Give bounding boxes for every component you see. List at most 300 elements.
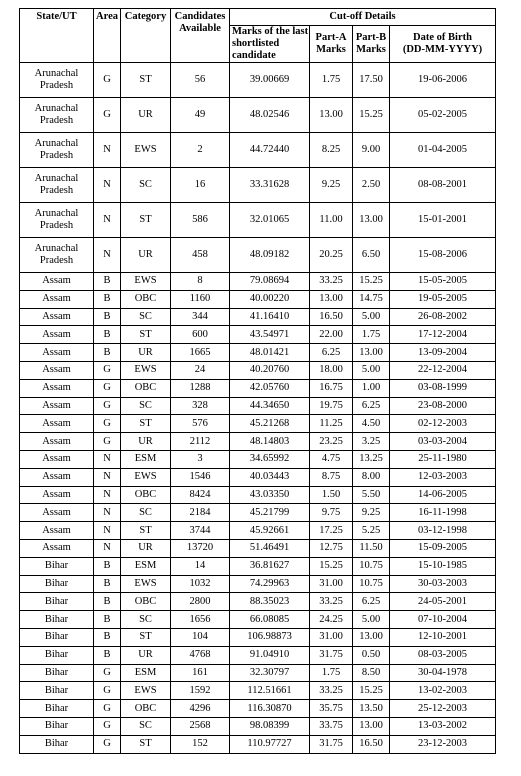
cell-area: N <box>94 539 121 557</box>
cell-marks: 48.01421 <box>230 344 310 362</box>
cell-area: N <box>94 468 121 486</box>
cell-candidates: 1656 <box>171 611 230 629</box>
cell-partb: 10.75 <box>353 557 390 575</box>
cell-state: Assam <box>20 522 94 540</box>
cell-dob: 03-12-1998 <box>390 522 496 540</box>
cell-partb: 8.50 <box>353 664 390 682</box>
cell-marks: 88.35023 <box>230 593 310 611</box>
cell-parta: 18.00 <box>310 361 353 379</box>
cell-candidates: 161 <box>171 664 230 682</box>
cell-area: B <box>94 611 121 629</box>
cell-area: N <box>94 486 121 504</box>
cell-partb: 5.00 <box>353 308 390 326</box>
cell-state: Assam <box>20 468 94 486</box>
cell-state: Bihar <box>20 735 94 753</box>
table-row <box>20 168 496 203</box>
cell-dob: 13-02-2003 <box>390 682 496 700</box>
table-row <box>20 522 496 540</box>
cell-parta: 1.75 <box>310 664 353 682</box>
cell-category: UR <box>121 539 171 557</box>
cell-parta: 33.25 <box>310 682 353 700</box>
cell-dob: 15-08-2006 <box>390 238 496 273</box>
cell-marks: 116.30870 <box>230 700 310 718</box>
cell-category: ESM <box>121 557 171 575</box>
cell-candidates: 56 <box>171 63 230 98</box>
cell-dob: 23-08-2000 <box>390 397 496 415</box>
cell-marks: 41.16410 <box>230 308 310 326</box>
cell-marks: 74.29963 <box>230 575 310 593</box>
cell-parta: 1.50 <box>310 486 353 504</box>
cutoff-table-page <box>19 8 496 754</box>
cell-partb: 16.50 <box>353 735 390 753</box>
cell-marks: 79.08694 <box>230 273 310 291</box>
cell-state: Assam <box>20 361 94 379</box>
cell-state: Arunachal Pradesh <box>20 238 94 273</box>
cell-area: B <box>94 575 121 593</box>
header-candidates: Candidates Available <box>171 9 230 63</box>
cell-marks: 36.81627 <box>230 557 310 575</box>
cell-state: Bihar <box>20 700 94 718</box>
cell-dob: 16-11-1998 <box>390 504 496 522</box>
table-row <box>20 717 496 735</box>
cell-dob: 25-11-1980 <box>390 450 496 468</box>
cutoff-table <box>19 8 496 754</box>
cell-state: Bihar <box>20 593 94 611</box>
cell-partb: 15.25 <box>353 273 390 291</box>
cell-candidates: 2184 <box>171 504 230 522</box>
table-row <box>20 415 496 433</box>
cell-category: SC <box>121 168 171 203</box>
table-row <box>20 98 496 133</box>
cell-parta: 9.75 <box>310 504 353 522</box>
cell-dob: 14-06-2005 <box>390 486 496 504</box>
cell-category: SC <box>121 717 171 735</box>
cell-area: G <box>94 397 121 415</box>
cell-state: Assam <box>20 415 94 433</box>
table-row <box>20 397 496 415</box>
cell-partb: 6.25 <box>353 397 390 415</box>
cell-parta: 16.75 <box>310 379 353 397</box>
table-row <box>20 593 496 611</box>
cell-area: B <box>94 308 121 326</box>
cell-parta: 33.75 <box>310 717 353 735</box>
cell-dob: 23-12-2003 <box>390 735 496 753</box>
cell-parta: 12.75 <box>310 539 353 557</box>
cell-partb: 17.50 <box>353 63 390 98</box>
table-row <box>20 290 496 308</box>
cell-parta: 17.25 <box>310 522 353 540</box>
cell-partb: 6.25 <box>353 593 390 611</box>
cell-state: Bihar <box>20 682 94 700</box>
table-row <box>20 63 496 98</box>
cell-state: Arunachal Pradesh <box>20 168 94 203</box>
cell-marks: 112.51661 <box>230 682 310 700</box>
cell-candidates: 2 <box>171 133 230 168</box>
cell-state: Assam <box>20 344 94 362</box>
table-row <box>20 379 496 397</box>
cell-category: ST <box>121 628 171 646</box>
cell-dob: 02-12-2003 <box>390 415 496 433</box>
cell-category: UR <box>121 646 171 664</box>
cell-area: B <box>94 344 121 362</box>
header-area: Area <box>94 9 121 63</box>
cell-state: Bihar <box>20 628 94 646</box>
cell-state: Bihar <box>20 646 94 664</box>
cell-category: EWS <box>121 682 171 700</box>
cell-state: Assam <box>20 326 94 344</box>
cell-dob: 08-03-2005 <box>390 646 496 664</box>
cell-candidates: 49 <box>171 98 230 133</box>
cell-category: OBC <box>121 593 171 611</box>
cell-category: OBC <box>121 700 171 718</box>
cell-state: Bihar <box>20 664 94 682</box>
cell-marks: 106.98873 <box>230 628 310 646</box>
table-row <box>20 133 496 168</box>
cell-parta: 22.00 <box>310 326 353 344</box>
cell-partb: 13.00 <box>353 717 390 735</box>
cell-dob: 15-05-2005 <box>390 273 496 291</box>
cell-marks: 48.09182 <box>230 238 310 273</box>
cell-category: EWS <box>121 468 171 486</box>
cell-category: UR <box>121 433 171 451</box>
cell-area: B <box>94 646 121 664</box>
cell-candidates: 13720 <box>171 539 230 557</box>
cell-category: UR <box>121 98 171 133</box>
cell-marks: 45.21268 <box>230 415 310 433</box>
cell-marks: 32.01065 <box>230 203 310 238</box>
cell-area: G <box>94 700 121 718</box>
cell-area: N <box>94 522 121 540</box>
cell-dob: 03-03-2004 <box>390 433 496 451</box>
cell-marks: 39.00669 <box>230 63 310 98</box>
cell-marks: 40.03443 <box>230 468 310 486</box>
cell-area: G <box>94 98 121 133</box>
header-category: Category <box>121 9 171 63</box>
cell-category: ST <box>121 415 171 433</box>
header-cutoff: Cut-off Details <box>230 9 496 26</box>
cell-parta: 16.50 <box>310 308 353 326</box>
cell-partb: 5.00 <box>353 611 390 629</box>
cell-category: ESM <box>121 450 171 468</box>
table-row <box>20 326 496 344</box>
cell-state: Assam <box>20 397 94 415</box>
cell-partb: 10.75 <box>353 575 390 593</box>
cell-partb: 5.00 <box>353 361 390 379</box>
cell-area: G <box>94 415 121 433</box>
header-row-top <box>20 9 496 26</box>
cell-candidates: 458 <box>171 238 230 273</box>
cell-category: OBC <box>121 290 171 308</box>
cell-category: ST <box>121 522 171 540</box>
cell-dob: 01-04-2005 <box>390 133 496 168</box>
cell-dob: 12-10-2001 <box>390 628 496 646</box>
cell-dob: 19-05-2005 <box>390 290 496 308</box>
table-row <box>20 682 496 700</box>
cell-candidates: 24 <box>171 361 230 379</box>
table-row <box>20 344 496 362</box>
cell-marks: 66.08085 <box>230 611 310 629</box>
cell-candidates: 14 <box>171 557 230 575</box>
cell-marks: 51.46491 <box>230 539 310 557</box>
cell-state: Bihar <box>20 575 94 593</box>
cell-candidates: 586 <box>171 203 230 238</box>
cell-parta: 8.75 <box>310 468 353 486</box>
cell-partb: 3.25 <box>353 433 390 451</box>
cell-category: SC <box>121 397 171 415</box>
cell-marks: 43.03350 <box>230 486 310 504</box>
cell-area: G <box>94 682 121 700</box>
cell-area: G <box>94 433 121 451</box>
cell-dob: 15-10-1985 <box>390 557 496 575</box>
cell-parta: 31.00 <box>310 575 353 593</box>
cell-dob: 07-10-2004 <box>390 611 496 629</box>
cell-marks: 44.72440 <box>230 133 310 168</box>
cell-marks: 34.65992 <box>230 450 310 468</box>
cell-marks: 45.21799 <box>230 504 310 522</box>
cell-parta: 8.25 <box>310 133 353 168</box>
cell-category: EWS <box>121 575 171 593</box>
cell-marks: 33.31628 <box>230 168 310 203</box>
cell-partb: 15.25 <box>353 682 390 700</box>
cell-marks: 43.54971 <box>230 326 310 344</box>
table-row <box>20 611 496 629</box>
table-row <box>20 557 496 575</box>
table-row <box>20 238 496 273</box>
cell-partb: 5.25 <box>353 522 390 540</box>
cell-parta: 15.25 <box>310 557 353 575</box>
table-row <box>20 646 496 664</box>
cell-parta: 20.25 <box>310 238 353 273</box>
cell-category: ST <box>121 203 171 238</box>
cell-candidates: 2112 <box>171 433 230 451</box>
table-row <box>20 486 496 504</box>
cell-area: B <box>94 593 121 611</box>
cell-marks: 45.92661 <box>230 522 310 540</box>
cell-area: N <box>94 238 121 273</box>
cell-candidates: 1665 <box>171 344 230 362</box>
cell-state: Arunachal Pradesh <box>20 63 94 98</box>
cell-parta: 31.75 <box>310 646 353 664</box>
header-parta: Part-A Marks <box>310 26 353 63</box>
cell-state: Bihar <box>20 611 94 629</box>
cell-area: N <box>94 168 121 203</box>
cell-area: N <box>94 203 121 238</box>
cell-partb: 13.00 <box>353 203 390 238</box>
cell-parta: 6.25 <box>310 344 353 362</box>
cell-state: Assam <box>20 308 94 326</box>
cell-dob: 26-08-2002 <box>390 308 496 326</box>
cell-area: N <box>94 133 121 168</box>
cell-marks: 48.02546 <box>230 98 310 133</box>
cell-candidates: 1288 <box>171 379 230 397</box>
cell-dob: 13-03-2002 <box>390 717 496 735</box>
cell-state: Assam <box>20 450 94 468</box>
header-partb: Part-B Marks <box>353 26 390 63</box>
cell-area: B <box>94 290 121 308</box>
cell-candidates: 4768 <box>171 646 230 664</box>
cell-dob: 08-08-2001 <box>390 168 496 203</box>
cell-parta: 24.25 <box>310 611 353 629</box>
cell-marks: 98.08399 <box>230 717 310 735</box>
cell-state: Arunachal Pradesh <box>20 133 94 168</box>
cell-category: EWS <box>121 273 171 291</box>
cell-candidates: 2568 <box>171 717 230 735</box>
cell-parta: 11.00 <box>310 203 353 238</box>
cell-dob: 25-12-2003 <box>390 700 496 718</box>
cell-partb: 8.00 <box>353 468 390 486</box>
cell-area: G <box>94 717 121 735</box>
cell-dob: 19-06-2006 <box>390 63 496 98</box>
table-row <box>20 575 496 593</box>
cell-parta: 23.25 <box>310 433 353 451</box>
cell-area: B <box>94 273 121 291</box>
cell-area: B <box>94 326 121 344</box>
cell-partb: 5.50 <box>353 486 390 504</box>
cell-category: UR <box>121 344 171 362</box>
cell-candidates: 8424 <box>171 486 230 504</box>
cell-candidates: 2800 <box>171 593 230 611</box>
cell-area: G <box>94 735 121 753</box>
cell-category: SC <box>121 611 171 629</box>
cell-candidates: 3744 <box>171 522 230 540</box>
cell-dob: 22-12-2004 <box>390 361 496 379</box>
cell-parta: 4.75 <box>310 450 353 468</box>
header-marks: Marks of the last shortlisted candidate <box>230 26 310 63</box>
cell-category: SC <box>121 308 171 326</box>
cell-category: EWS <box>121 133 171 168</box>
table-row <box>20 700 496 718</box>
cell-candidates: 104 <box>171 628 230 646</box>
cell-candidates: 152 <box>171 735 230 753</box>
cell-parta: 1.75 <box>310 63 353 98</box>
table-row <box>20 361 496 379</box>
cell-state: Bihar <box>20 557 94 575</box>
cell-parta: 33.25 <box>310 593 353 611</box>
cell-state: Assam <box>20 433 94 451</box>
cell-partb: 13.25 <box>353 450 390 468</box>
table-row <box>20 450 496 468</box>
cell-state: Assam <box>20 486 94 504</box>
cell-dob: 17-12-2004 <box>390 326 496 344</box>
cell-dob: 15-01-2001 <box>390 203 496 238</box>
cell-area: B <box>94 628 121 646</box>
cell-state: Assam <box>20 504 94 522</box>
cell-parta: 11.25 <box>310 415 353 433</box>
cell-candidates: 1592 <box>171 682 230 700</box>
cell-marks: 32.30797 <box>230 664 310 682</box>
cell-area: G <box>94 664 121 682</box>
cell-state: Bihar <box>20 717 94 735</box>
header-dob-format: (DD-MM-YYYY) <box>402 44 483 55</box>
cell-partb: 2.50 <box>353 168 390 203</box>
table-row <box>20 203 496 238</box>
cell-candidates: 16 <box>171 168 230 203</box>
table-row <box>20 433 496 451</box>
cell-partb: 15.25 <box>353 98 390 133</box>
cell-dob: 13-09-2004 <box>390 344 496 362</box>
table-row <box>20 273 496 291</box>
cell-category: UR <box>121 238 171 273</box>
table-body <box>20 63 496 754</box>
cell-marks: 48.14803 <box>230 433 310 451</box>
cell-area: N <box>94 504 121 522</box>
cell-marks: 44.34650 <box>230 397 310 415</box>
cell-partb: 13.00 <box>353 344 390 362</box>
cell-parta: 9.25 <box>310 168 353 203</box>
cell-parta: 13.00 <box>310 290 353 308</box>
cell-area: B <box>94 557 121 575</box>
cell-dob: 05-02-2005 <box>390 98 496 133</box>
cell-area: G <box>94 361 121 379</box>
cell-partb: 1.75 <box>353 326 390 344</box>
table-row <box>20 628 496 646</box>
table-row <box>20 735 496 753</box>
cell-candidates: 4296 <box>171 700 230 718</box>
cell-candidates: 344 <box>171 308 230 326</box>
cell-partb: 1.00 <box>353 379 390 397</box>
table-row <box>20 539 496 557</box>
cell-state: Assam <box>20 273 94 291</box>
cell-area: N <box>94 450 121 468</box>
cell-category: ESM <box>121 664 171 682</box>
cell-partb: 6.50 <box>353 238 390 273</box>
cell-candidates: 576 <box>171 415 230 433</box>
cell-partb: 4.50 <box>353 415 390 433</box>
cell-state: Assam <box>20 379 94 397</box>
cell-area: G <box>94 63 121 98</box>
cell-category: OBC <box>121 486 171 504</box>
cell-area: G <box>94 379 121 397</box>
cell-candidates: 328 <box>171 397 230 415</box>
cell-parta: 19.75 <box>310 397 353 415</box>
cell-marks: 91.04910 <box>230 646 310 664</box>
header-state: State/UT <box>20 9 94 63</box>
cell-state: Assam <box>20 539 94 557</box>
cell-category: ST <box>121 326 171 344</box>
header-dob: Date of Birth <box>413 32 472 43</box>
cell-partb: 0.50 <box>353 646 390 664</box>
cell-state: Assam <box>20 290 94 308</box>
table-row <box>20 664 496 682</box>
cell-partb: 14.75 <box>353 290 390 308</box>
cell-category: EWS <box>121 361 171 379</box>
cell-parta: 35.75 <box>310 700 353 718</box>
cell-parta: 33.25 <box>310 273 353 291</box>
cell-candidates: 1546 <box>171 468 230 486</box>
table-row <box>20 468 496 486</box>
table-row <box>20 504 496 522</box>
cell-partb: 13.00 <box>353 628 390 646</box>
cell-partb: 9.00 <box>353 133 390 168</box>
cell-parta: 31.75 <box>310 735 353 753</box>
cell-marks: 110.97727 <box>230 735 310 753</box>
cell-state: Arunachal Pradesh <box>20 203 94 238</box>
cell-marks: 42.05760 <box>230 379 310 397</box>
cell-candidates: 1160 <box>171 290 230 308</box>
cell-dob: 24-05-2001 <box>390 593 496 611</box>
cell-category: ST <box>121 735 171 753</box>
cell-dob: 15-09-2005 <box>390 539 496 557</box>
cell-dob: 03-08-1999 <box>390 379 496 397</box>
cell-candidates: 600 <box>171 326 230 344</box>
header-dob-cell <box>390 26 496 63</box>
cell-parta: 13.00 <box>310 98 353 133</box>
table-row <box>20 308 496 326</box>
cell-candidates: 3 <box>171 450 230 468</box>
cell-dob: 12-03-2003 <box>390 468 496 486</box>
cell-marks: 40.20760 <box>230 361 310 379</box>
cell-category: SC <box>121 504 171 522</box>
